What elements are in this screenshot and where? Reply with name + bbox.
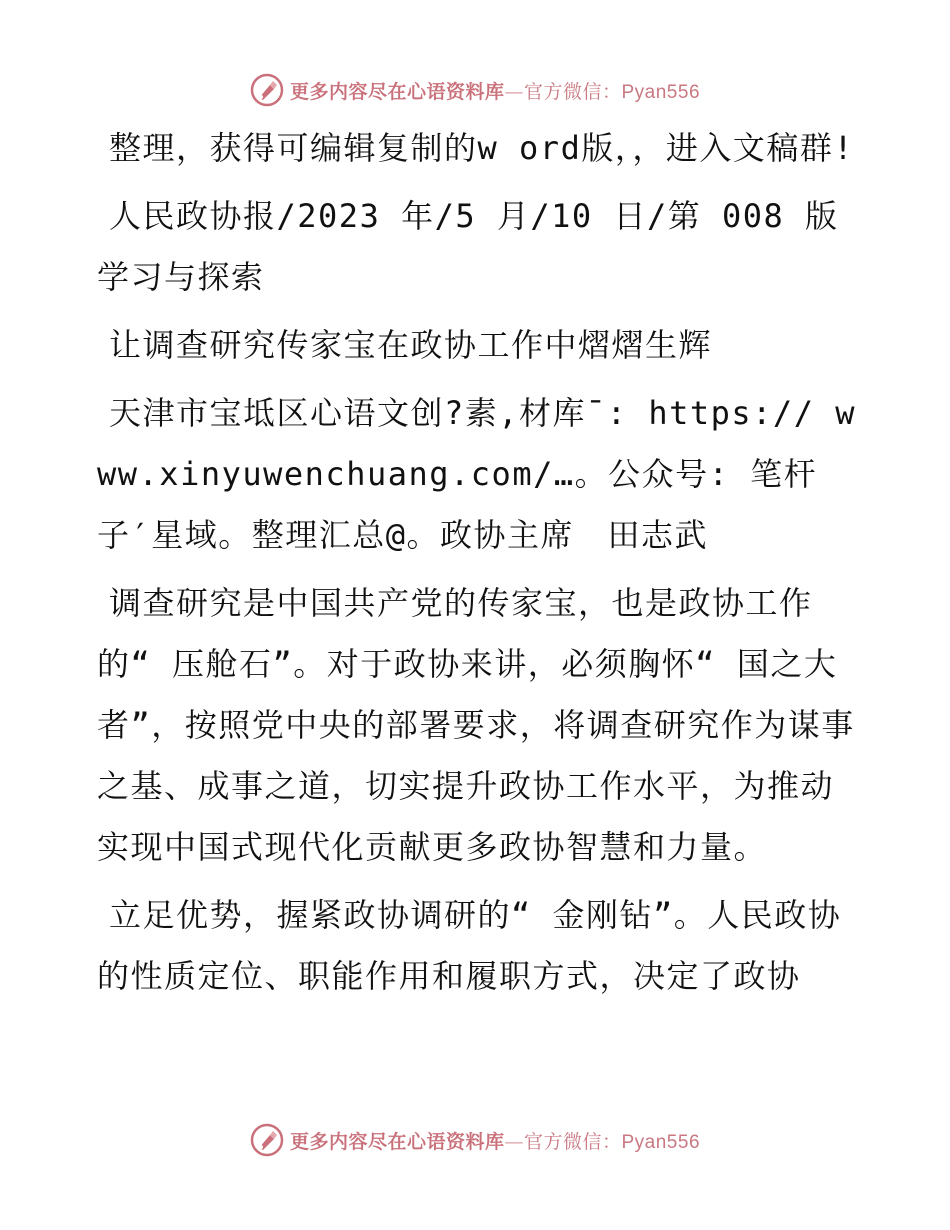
header-watermark-banner: [0, 70, 950, 110]
document-body: [97, 118, 857, 1014]
watermark-text: 更多内容尽在心语资料库—官方微信：Pyan556: [289, 80, 701, 103]
paragraph-intro-note: 整理，获得可编辑复制的w ord版，，进入文稿群!: [109, 129, 855, 167]
paragraph-author-line: 天津市宝坻区心语文创?素,材库¯: https:// www.xinyuwenchuang.com/…。公众号: 笔杆子′星域。整理汇总@。政协主席 田志武: [97, 394, 856, 554]
footer-watermark-banner: [0, 1120, 950, 1160]
watermark-text: 更多内容尽在心语资料库—官方微信：Pyan556: [289, 1130, 701, 1153]
paragraph-source-line: 人民政协报/2023 年/5 月/10 日/第 008 版学习与探索: [97, 197, 839, 296]
article-title: 让调查研究传家宝在政协工作中熠熠生辉: [109, 326, 713, 364]
pen-nib-logo-icon: [250, 1123, 284, 1157]
paragraph-body-1: 调查研究是中国共产党的传家宝，也是政协工作的“ 压舱石”。对于政协来讲，必须胸怀“ 国之大者”，按照党中央的部署要求，将调查研究作为谋事之基、成事之道，切实提升政协工作水平，为推动实现中国式现代化贡献更多政协智慧和力量。: [97, 584, 855, 866]
paragraph-body-2: 立足优势，握紧政协调研的“ 金刚钻”。人民政协的性质定位、职能作用和履职方式，决定了政协: [97, 896, 842, 995]
pen-nib-logo-icon: [250, 73, 284, 107]
